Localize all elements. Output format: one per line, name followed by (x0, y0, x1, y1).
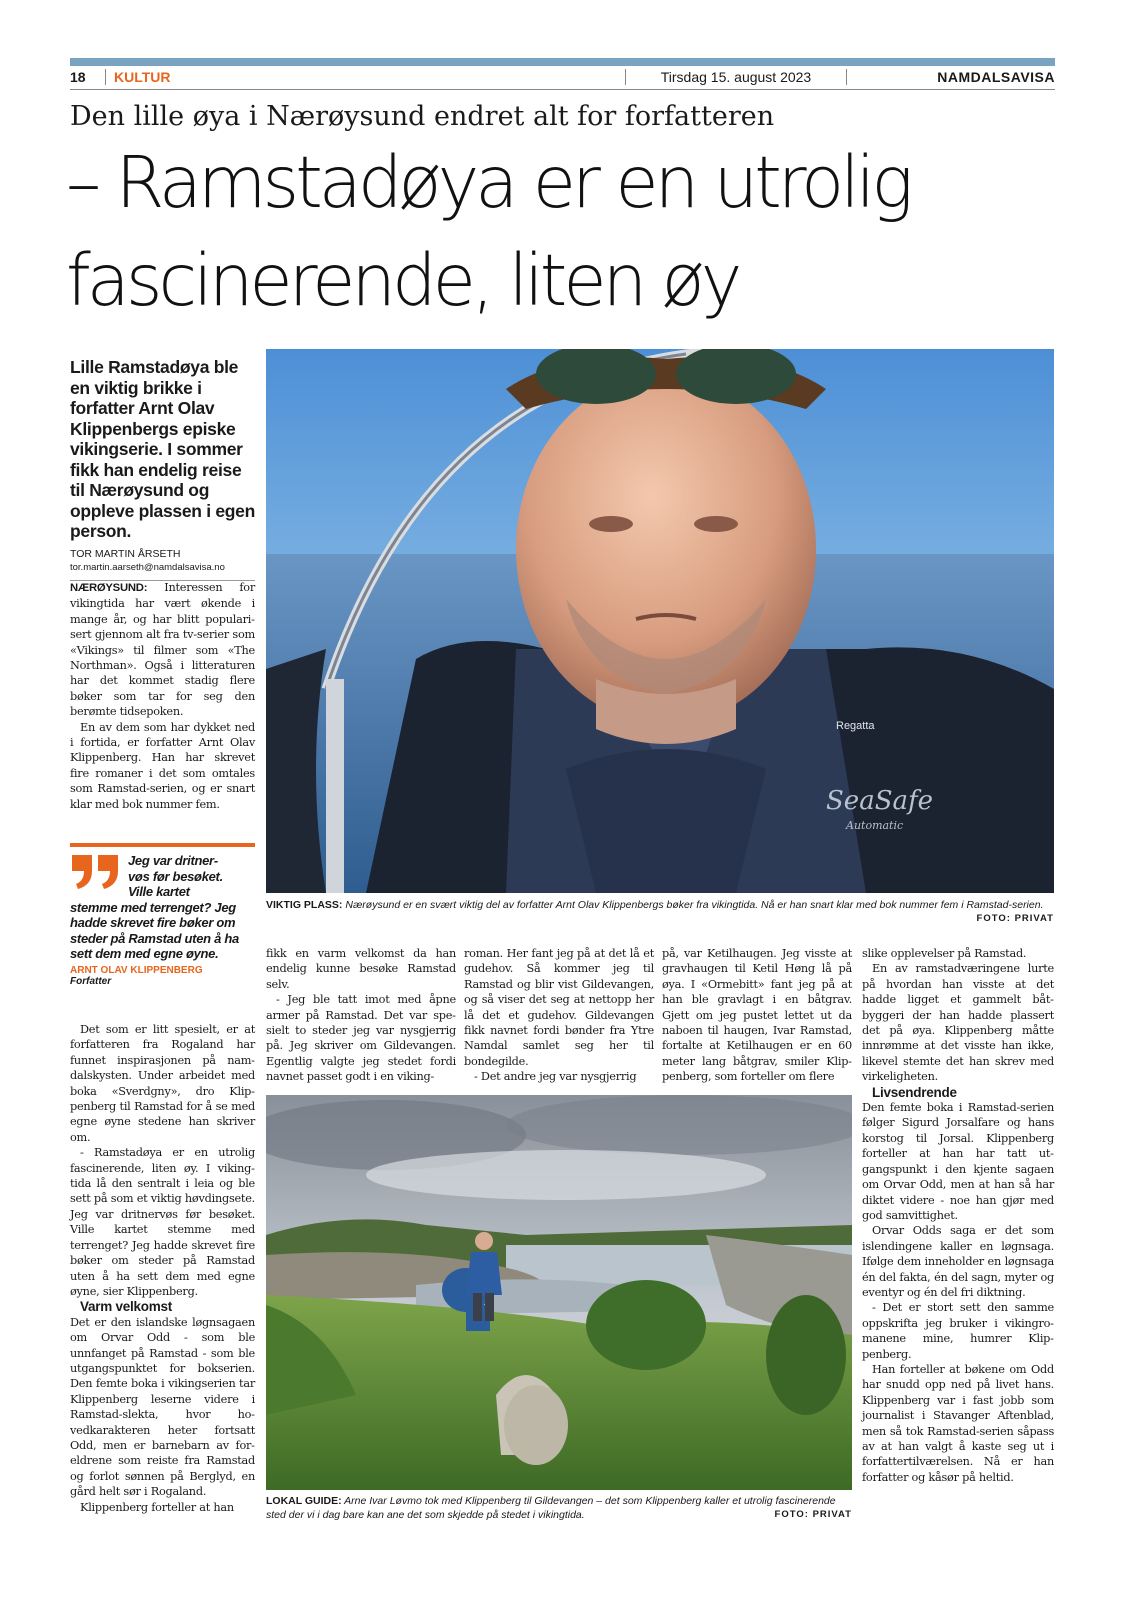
quote-line: vøs før besøket. (128, 868, 223, 884)
body-paragraph: - Jeg ble tatt imot med åpne armer på Ramstad. Det var spesielt to steder jeg var nysgjerrig på. Jeg skriver om Gildevangen. Egentlig valgte jeg stedet fordi navnet passet godt i en viking- (266, 993, 456, 1084)
kicker: Den lille øya i Nærøysund endret alt for forfatteren (70, 101, 775, 132)
body-text: Interessen for vikingtida har vært økende i mange år, og har blitt popularisert gjennom alt fra tv-serier som «Vikings» til filmer som «The Northman». Også i litteraturen har det kommet stadig flere bøker som tar for seg den berømte tidsepoken. (70, 581, 255, 719)
vest-logo-text: SeaSafe (826, 786, 934, 816)
photo-caption (266, 1494, 852, 1522)
body-paragraph: Det som er litt spesielt, er at forfatteren fra Rogaland har funnet inspirasjonen på namdalskysten. Under arbeidet med boka «Sverdgny», dro Klippenberg til Ramstad for å se med egne øyne stedene han skriver om. (70, 1023, 255, 1144)
vest-brand-text: Regatta (836, 720, 875, 732)
dateline: NÆRØYSUND: (70, 582, 148, 594)
byline-email: tor.martin.aarseth@namdalsavisa.no (70, 562, 225, 573)
caption-label: VIKTIG PLASS: (266, 899, 343, 911)
photo-credit: FOTO: PRIVAT (976, 913, 1054, 924)
quote-line: Jeg var dritner- (128, 853, 218, 868)
column-3 (464, 946, 654, 1085)
vest-sub-text: Automatic (846, 819, 904, 832)
body-paragraph: - Ramstadøya er en utrolig fascinerende, liten øy. I vikingtida lå den sentralt i leia og ble sett på som et viktig høvdingsete. Jeg var dritnervøs før besøket. Ville kartet stemme med terrenget? Jeg hadde skrevet fire bøker om steder på Ramstad uten å ha sett dem med egne øyne, sier Klippenberg. (70, 1146, 255, 1298)
newspaper-name: NAMDALSAVISA (937, 69, 1055, 85)
body-paragraph: slike opplevelser på Ramstad. (862, 947, 1027, 960)
column-2 (266, 946, 456, 1085)
body-paragraph: fikk en varm velkomst da han endelig kunne besøke Ramstad selv. (266, 947, 456, 991)
byline-name: TOR MARTIN ÅRSETH (70, 548, 181, 560)
column-1-bottom (70, 1022, 255, 1515)
ingress: Lille Ramstadøya ble en viktig brikke i forfatter Arnt Olav Klippenbergs episke vikingserie. I sommer fikk han endelig reise til Nærøysund og oppleve plassen i egen person. (70, 357, 255, 541)
quote-mark-icon (70, 851, 122, 891)
top-color-bar (70, 58, 1055, 66)
byline (70, 548, 255, 581)
column-4 (662, 946, 852, 1085)
column-5 (862, 946, 1054, 1485)
body-paragraph: Klippenberg forteller at han (80, 1500, 234, 1514)
quote-role: Forfatter (70, 975, 112, 987)
column-1-top (70, 580, 255, 812)
page-number: 18 (70, 69, 86, 85)
body-paragraph: Det er den islandske løgnsagaen om Orvar Odd - som ble unnfanget på Ramstad - som ble utgangspunktet for bokserien. Den femte boka i vikingserien tar Klippenberg leserne videre i Ramstad-slekta, hvor hovedkarakteren heter fortsatt Odd, men er barnebarn av foreldrene som reiste fra Ramstad og forlot sønnen på Berglyd, en gård helt sør i Rogaland. (70, 1315, 255, 1499)
body-paragraph: roman. Her fant jeg på at det lå et gudehov. Så kommer jeg til Ramstad og blir vist Gildevangen, og så viser det seg at nettopp her lå det et gudehov. Gildevangen fikk navnet fordi bønder fra Ytre Namdal samlet seg her til bondegilde. (464, 947, 654, 1068)
issue-date: Tirsdag 15. august 2023 (625, 69, 847, 85)
section-label: KULTUR (105, 69, 171, 85)
body-paragraph: Orvar Odds saga er det som islendingene kaller en løgnsaga. Ifølge dem inneholder en løgnsaga én del fakta, én del sagn, myter og eventyr og én del fri diktning. (862, 1224, 1054, 1299)
photo-caption (266, 898, 1054, 926)
body-paragraph: En av ramstadværingene lurte på hvordan han visste at det hadde ligget et gammelt båtbyggeri der han hadde plassert det på øya. Klippenberg måtte innrømme at det visste han ikke, likevel stemte det han skrev med virkeligheten. (862, 962, 1054, 1084)
body-paragraph: Den femte boka i Ramstad-serien følger Sigurd Jorsalfare og hans korstog til Jorsal. Klippenberg forteller at han har tatt utgangspunkt i den kjente sagaen om Orvar Odd, men at han så har diktet videre - noe han gjør med god samvittighet. (862, 1101, 1054, 1222)
quote-author: ARNT OLAV KLIPPENBERG (70, 964, 203, 976)
subheading: Varm velkomst (80, 1299, 173, 1315)
body-paragraph: - Det er stort sett den samme oppskrifta jeg bruker i vikingromanene mine, humrer Klippenberg. (862, 1301, 1054, 1361)
body-paragraph: Han forteller at bøkene om Odd har snudd opp ned på livet hans. Klippenberg var i fast jobb som journalist i Stavanger Aftenblad, men så tok Ramstad-serien såpass av at han valgt å kaste seg ut i forfattertilværelsen. Nå er han forfatter og kåsør på heltid. (862, 1362, 1054, 1484)
body-paragraph: på, var Ketilhaugen. Jeg visste at gravhaugen til Ketil Høng lå på øya. I «Ormebitt» fant jeg på at han ble gravlagt i en båtgrav. Gjett om jeg pustet lettet ut da naboen til haugen, Ivar Ramstad, fortalte at Ketilhaugen er en 60 meter lang båtgrav, smiler Klippenberg, som forteller om flere (662, 947, 852, 1084)
photo-portrait (266, 349, 1054, 893)
body-paragraph: - Det andre jeg var nysgjerrig (474, 1070, 637, 1084)
quote-line: Ville kartet (128, 884, 190, 899)
headline-line-2: fascinerende, liten øy (66, 239, 739, 322)
caption-text: Nærøysund er en svært viktig del av forfatter Arnt Olav Klippenbergs bøker fra vikingtida. Nå er han snart klar med bok nummer fem i Ramstad-serien. (345, 899, 1044, 911)
photo-landscape (266, 1095, 852, 1490)
page-header (70, 67, 1055, 90)
portrait-image (266, 349, 1054, 893)
landscape-image (266, 1095, 852, 1490)
subheading: Livsendrende (872, 1084, 957, 1100)
body-paragraph: En av dem som har dykket ned i fortida, er forfatter Arnt Olav Klippenberg. Han har skrevet fire romaner i det som omtales som Ramstad-serien, og er snart klar med bok nummer fem. (70, 720, 255, 811)
pull-quote (70, 843, 255, 987)
headline-line-1: – Ramstadøya er en utrolig (66, 141, 910, 224)
photo-credit: FOTO: PRIVAT (774, 1509, 852, 1520)
caption-text: Arne Ivar Løvmo tok med Klippenberg til Gildevangen – det som Klippenberg kaller et utrolig fascinerende sted der vi i dag bare kan ane det som skjedde på stedet i vikingtida. (266, 1495, 836, 1521)
quote-line: stemme med terrenget? Jeg hadde skrevet fire bøker om steder på Ramstad uten å ha sett dem med egne øyne. (70, 899, 239, 961)
caption-label: LOKAL GUIDE: (266, 1495, 342, 1507)
headline (66, 134, 1056, 330)
body-paragraph (70, 580, 255, 720)
